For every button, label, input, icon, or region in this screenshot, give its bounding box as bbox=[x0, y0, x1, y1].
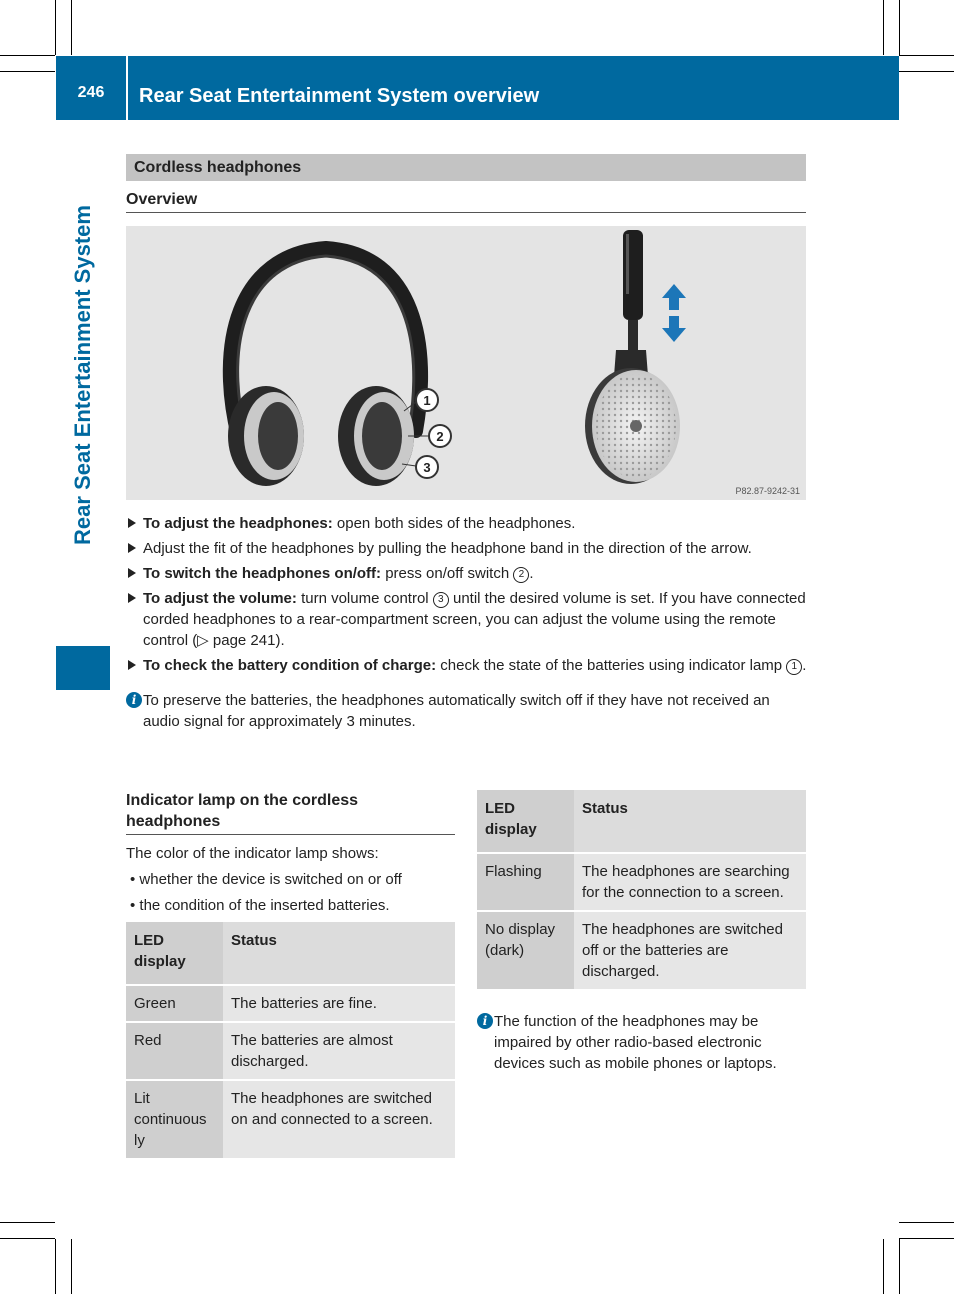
list-item bbox=[126, 563, 810, 584]
page-number: 246 bbox=[77, 84, 105, 101]
crop-mark bbox=[71, 1239, 72, 1294]
double-arrow-icon bbox=[662, 284, 686, 342]
reference-marker: 1 bbox=[786, 659, 802, 675]
crop-mark bbox=[899, 1239, 900, 1294]
header-divider bbox=[126, 56, 128, 120]
table-cell: The headphones are switched on and connected to a screen. bbox=[223, 1080, 455, 1158]
indicator-heading: Indicator lamp on the cordless headphones bbox=[126, 790, 455, 835]
crop-mark bbox=[899, 71, 954, 72]
svg-text:3: 3 bbox=[423, 460, 431, 475]
column-header: Status bbox=[223, 922, 455, 985]
column-header: LED display bbox=[126, 922, 223, 985]
instruction-text: press on/off switch bbox=[381, 565, 514, 582]
table-cell: Flashing bbox=[477, 853, 574, 911]
list-item bbox=[126, 588, 810, 651]
list-item bbox=[126, 513, 810, 534]
instruction-text: check the state of the batteries using indicator lamp bbox=[436, 657, 787, 674]
crop-mark bbox=[0, 55, 55, 56]
column-header: LED display bbox=[477, 790, 574, 853]
reference-marker: 2 bbox=[513, 567, 529, 583]
arrow-icon bbox=[128, 518, 136, 528]
list-item bbox=[126, 655, 810, 676]
info-icon: i bbox=[126, 692, 142, 708]
info-icon: i bbox=[477, 1013, 493, 1029]
arrow-icon bbox=[128, 660, 136, 670]
arrow-icon bbox=[128, 593, 136, 603]
crop-mark bbox=[899, 1222, 954, 1223]
list-item: • whether the device is switched on or off bbox=[130, 871, 402, 888]
figure-code: P82.87-9242-31 bbox=[735, 486, 800, 496]
column-header: Status bbox=[574, 790, 806, 853]
table-row bbox=[477, 911, 806, 989]
led-status-table bbox=[126, 922, 455, 1158]
section-title: Cordless headphones bbox=[126, 154, 806, 181]
callout-3 bbox=[416, 456, 438, 478]
crop-mark bbox=[899, 55, 954, 56]
table-row bbox=[126, 1080, 455, 1158]
crop-mark bbox=[0, 1222, 55, 1223]
callout-2 bbox=[429, 425, 451, 447]
crop-mark bbox=[55, 0, 56, 55]
page-header bbox=[56, 56, 899, 120]
crop-mark bbox=[0, 71, 55, 72]
side-tab-marker bbox=[56, 646, 110, 690]
section-subtitle: Overview bbox=[126, 191, 806, 213]
table-cell: The headphones are searching for the connection to a screen. bbox=[574, 853, 806, 911]
indicator-section bbox=[126, 790, 455, 1158]
callout-1 bbox=[416, 389, 438, 411]
instruction-text: . bbox=[802, 657, 807, 674]
arrow-icon bbox=[128, 543, 136, 553]
svg-text:2: 2 bbox=[436, 429, 444, 444]
instruction-bold: To adjust the headphones: bbox=[143, 515, 333, 532]
crop-mark bbox=[899, 0, 900, 55]
instruction-text: turn volume control bbox=[296, 590, 433, 607]
headphones-figure bbox=[126, 226, 806, 500]
table-cell: The headphones are switched off or the batteries are discharged. bbox=[574, 911, 806, 989]
indicator-intro: The color of the indicator lamp shows: bbox=[126, 845, 379, 862]
indicator-section-continued bbox=[477, 790, 806, 1074]
instruction-text: open both sides of the headphones. bbox=[332, 515, 576, 532]
table-header-row bbox=[126, 922, 455, 985]
table-cell: Green bbox=[126, 985, 223, 1022]
table-cell: No display (dark) bbox=[477, 911, 574, 989]
table-row bbox=[126, 1022, 455, 1080]
list-item: • the condition of the inserted batteries. bbox=[130, 897, 390, 914]
page-title: Rear Seat Entertainment System overview bbox=[139, 85, 540, 107]
crop-mark bbox=[0, 1238, 55, 1239]
headphones-illustration bbox=[126, 226, 806, 500]
crop-mark bbox=[71, 0, 72, 55]
instruction-text: . bbox=[529, 565, 534, 582]
info-note-text: To preserve the batteries, the headphones automatically switch off if they have not received an audio signal for approximately 3 minutes. bbox=[143, 692, 770, 730]
instruction-text: until the desired volume is set. If you have connected corded headphones to a rear-compartment screen, you can adjust the volume using the remote control (▷ page 241). bbox=[143, 590, 806, 649]
instruction-bold: To adjust the volume: bbox=[143, 590, 297, 607]
crop-mark bbox=[899, 1238, 954, 1239]
table-row bbox=[126, 985, 455, 1022]
table-header-row bbox=[477, 790, 806, 853]
table-cell: Red bbox=[126, 1022, 223, 1080]
instruction-list bbox=[126, 513, 810, 732]
info-note-text: The function of the headphones may be impaired by other radio-based electronic devices such as mobile phones or laptops. bbox=[494, 1013, 777, 1072]
arrow-icon bbox=[128, 568, 136, 578]
table-cell: Lit continuous ly bbox=[126, 1080, 223, 1158]
instruction-bold: To check the battery condition of charge: bbox=[143, 657, 437, 674]
info-note bbox=[126, 690, 810, 732]
info-note bbox=[477, 1011, 806, 1074]
reference-marker: 3 bbox=[433, 592, 449, 608]
led-status-table bbox=[477, 790, 806, 989]
table-cell: The batteries are almost discharged. bbox=[223, 1022, 455, 1080]
svg-text:1: 1 bbox=[423, 393, 431, 408]
table-row bbox=[477, 853, 806, 911]
crop-mark bbox=[55, 1239, 56, 1294]
instruction-text: Adjust the fit of the headphones by pulling the headphone band in the direction of the arrow. bbox=[143, 540, 752, 557]
side-tab bbox=[56, 120, 110, 690]
side-tab-label: Rear Seat Entertainment System bbox=[70, 205, 95, 545]
crop-mark bbox=[883, 0, 884, 55]
crop-mark bbox=[883, 1239, 884, 1294]
instruction-bold: To switch the headphones on/off: bbox=[143, 565, 382, 582]
table-cell: The batteries are fine. bbox=[223, 985, 455, 1022]
list-item bbox=[126, 538, 810, 559]
